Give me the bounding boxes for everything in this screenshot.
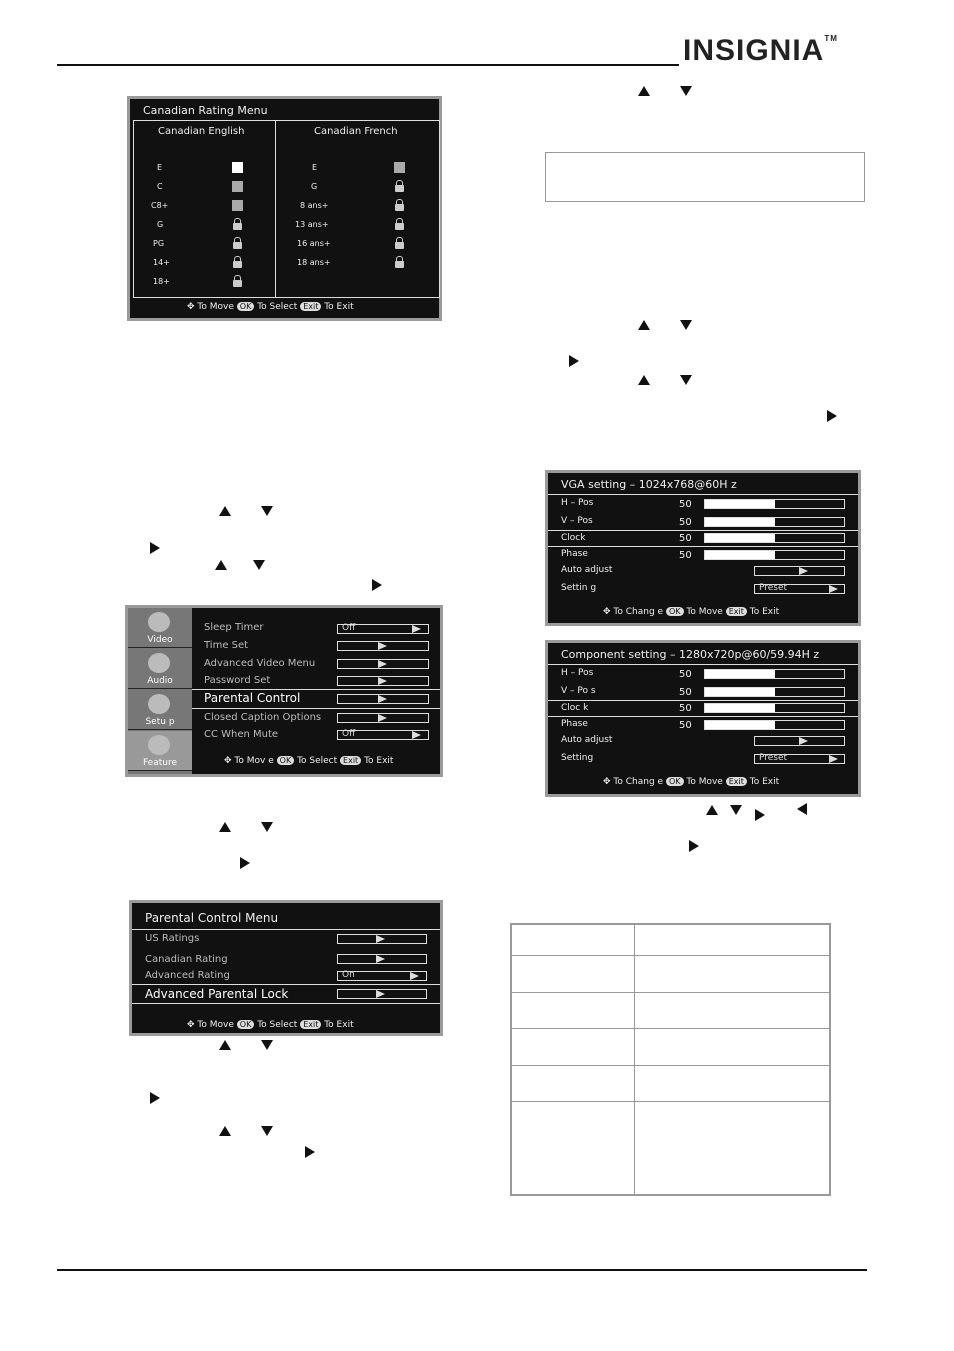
v-pos-slider[interactable] <box>704 687 845 697</box>
nav-hint: ✥ To Mov e OK To Select Exit To Exit <box>224 756 394 766</box>
rating-fr-g: G <box>311 182 318 191</box>
table-cell <box>635 992 831 1028</box>
preset-select[interactable]: Preset <box>754 754 845 764</box>
setting-label: Setting <box>561 753 594 763</box>
tab-feature[interactable]: Feature <box>128 731 192 771</box>
video-icon <box>148 612 170 632</box>
v-pos-label: V – Po s <box>561 686 596 696</box>
menu-title: Component setting – 1280x720p@60/59.94H z <box>561 648 820 661</box>
left-arrow-icon <box>797 803 807 815</box>
down-arrow-icon <box>730 805 742 815</box>
menu-item-parental-control[interactable]: Parental Control <box>204 691 301 705</box>
auto-adjust-button[interactable] <box>754 736 845 746</box>
menu-title: VGA setting – 1024x768@60H z <box>561 478 737 491</box>
right-arrow-icon <box>755 809 765 821</box>
lock-icon[interactable] <box>395 204 404 211</box>
move-icon: ✥ <box>603 607 611 617</box>
canadian-rating-menu <box>127 96 442 321</box>
table-cell <box>635 924 831 955</box>
footer-rule <box>57 1269 867 1271</box>
clock-value: 50 <box>679 533 692 544</box>
table-cell <box>511 955 635 992</box>
rating-fr-e: E <box>312 163 318 172</box>
table-cell <box>511 1028 635 1065</box>
h-pos-label: H – Pos <box>561 668 594 678</box>
lock-icon[interactable] <box>233 261 242 268</box>
closed-caption-value[interactable] <box>337 713 429 723</box>
v-pos-label: V – Pos <box>561 516 593 526</box>
up-arrow-icon <box>219 1040 231 1050</box>
down-arrow-icon <box>680 320 692 330</box>
phase-label: Phase <box>561 719 588 729</box>
right-arrow-icon <box>689 840 699 852</box>
lock-icon[interactable] <box>395 223 404 230</box>
auto-adjust-label: Auto adjust <box>561 735 613 745</box>
move-icon: ✥ <box>224 756 232 766</box>
menu-item-sleep-timer[interactable]: Sleep Timer <box>204 622 264 633</box>
menu-item-time-set[interactable]: Time Set <box>204 640 249 651</box>
setup-menu <box>125 605 443 777</box>
move-icon: ✥ <box>187 302 195 312</box>
v-pos-slider[interactable] <box>704 517 845 527</box>
canadian-rating-value[interactable] <box>337 954 427 964</box>
rating-pg: PG <box>153 239 165 248</box>
clock-label: Clock <box>561 533 586 543</box>
col-english: Canadian English <box>158 126 245 137</box>
h-pos-value: 50 <box>679 669 692 680</box>
up-arrow-icon <box>638 320 650 330</box>
menu-title: Canadian Rating Menu <box>143 104 268 117</box>
auto-adjust-button[interactable] <box>754 566 845 576</box>
v-pos-value: 50 <box>679 687 692 698</box>
h-pos-label: H – Pos <box>561 498 594 508</box>
h-pos-slider[interactable] <box>704 499 845 509</box>
down-arrow-icon <box>261 1126 273 1136</box>
right-arrow-icon <box>827 410 837 422</box>
setup-icon <box>148 694 170 714</box>
table-cell <box>511 924 635 955</box>
cc-when-mute-value[interactable]: Off <box>337 730 429 740</box>
advanced-video-value[interactable] <box>337 659 429 669</box>
right-arrow-icon <box>305 1146 315 1158</box>
preset-select[interactable]: Preset <box>754 584 845 594</box>
down-arrow-icon <box>261 506 273 516</box>
insignia-logo: INSIGNIA™ <box>683 34 838 67</box>
header-rule <box>57 64 679 66</box>
menu-item-us-ratings[interactable]: US Ratings <box>145 933 200 944</box>
nav-hint: ✥ To Move OK To Select Exit To Exit <box>187 1020 354 1030</box>
checkbox-c8[interactable] <box>232 200 243 211</box>
up-arrow-icon <box>215 560 227 570</box>
lock-icon[interactable] <box>395 242 404 249</box>
clock-slider[interactable] <box>704 533 845 543</box>
tab-audio[interactable]: Audio <box>128 649 192 689</box>
vga-setting-menu <box>545 470 861 626</box>
lock-icon[interactable] <box>395 185 404 192</box>
right-arrow-icon <box>240 857 250 869</box>
nav-hint: ✥ To Chang e OK To Move Exit To Exit <box>603 777 780 787</box>
settings-table <box>510 923 831 1196</box>
table-cell <box>511 1065 635 1101</box>
menu-item-advanced-parental-lock[interactable]: Advanced Parental Lock <box>145 987 289 1001</box>
phase-value: 50 <box>679 550 692 561</box>
rating-c: C <box>157 182 163 191</box>
up-arrow-icon <box>219 822 231 832</box>
sleep-timer-value[interactable]: Off <box>337 624 429 634</box>
clock-value: 50 <box>679 703 692 714</box>
time-set-value[interactable] <box>337 641 429 651</box>
phase-value: 50 <box>679 720 692 731</box>
up-arrow-icon <box>638 86 650 96</box>
table-cell <box>635 955 831 992</box>
right-arrow-icon <box>372 579 382 591</box>
rating-c8: C8+ <box>151 201 169 210</box>
up-arrow-icon <box>219 1126 231 1136</box>
nav-hint: ✥ To Move OK To Select Exit To Exit <box>187 302 354 312</box>
up-arrow-icon <box>706 805 718 815</box>
down-arrow-icon <box>253 560 265 570</box>
down-arrow-icon <box>680 375 692 385</box>
right-arrow-icon <box>150 1092 160 1104</box>
table-cell <box>511 992 635 1028</box>
us-ratings-value[interactable] <box>337 934 427 944</box>
rating-18: 18+ <box>153 277 170 286</box>
component-setting-menu <box>545 640 861 797</box>
clock-slider[interactable] <box>704 703 845 713</box>
table-cell <box>635 1101 831 1195</box>
menu-frame <box>133 120 440 298</box>
checkbox-e[interactable] <box>232 162 243 173</box>
menu-item-cc-when-mute[interactable]: CC When Mute <box>204 729 279 740</box>
parental-control-value[interactable] <box>337 694 429 704</box>
right-arrow-icon <box>569 355 579 367</box>
advanced-rating-value[interactable]: On <box>337 971 427 981</box>
lock-icon[interactable] <box>233 242 242 249</box>
phase-slider[interactable] <box>704 550 845 560</box>
up-arrow-icon <box>219 506 231 516</box>
checkbox-c[interactable] <box>232 181 243 192</box>
rating-14: 14+ <box>153 258 170 267</box>
rating-fr-18: 18 ans+ <box>297 258 331 267</box>
rating-e: E <box>157 163 163 172</box>
note-box <box>545 152 865 202</box>
up-arrow-icon <box>638 375 650 385</box>
table-cell <box>511 1101 635 1195</box>
phase-label: Phase <box>561 549 588 559</box>
rating-fr-16: 16 ans+ <box>297 239 331 248</box>
menu-item-advanced-video[interactable]: Advanced Video Menu <box>204 658 316 669</box>
rating-fr-13: 13 ans+ <box>295 220 329 229</box>
clock-label: Cloc k <box>561 703 589 713</box>
col-french: Canadian French <box>314 126 398 137</box>
down-arrow-icon <box>680 86 692 96</box>
right-arrow-icon <box>150 542 160 554</box>
parental-control-menu <box>129 900 443 1036</box>
menu-item-closed-caption[interactable]: Closed Caption Options <box>204 712 322 723</box>
table-cell <box>635 1065 831 1101</box>
nav-hint: ✥ To Chang e OK To Move Exit To Exit <box>603 607 780 617</box>
menu-item-advanced-rating[interactable]: Advanced Rating <box>145 970 230 981</box>
password-set-value[interactable] <box>337 676 429 686</box>
h-pos-slider[interactable] <box>704 669 845 679</box>
rating-g: G <box>157 220 164 229</box>
tab-video[interactable]: Video <box>128 608 192 648</box>
lock-icon[interactable] <box>233 223 242 230</box>
menu-item-canadian-rating[interactable]: Canadian Rating <box>145 954 228 965</box>
feature-icon <box>148 735 170 755</box>
menu-item-password-set[interactable]: Password Set <box>204 675 271 686</box>
setting-label: Settin g <box>561 583 597 593</box>
move-icon: ✥ <box>603 777 611 787</box>
move-icon: ✥ <box>187 1020 195 1030</box>
tab-setup[interactable]: Setu p <box>128 690 192 730</box>
lock-icon[interactable] <box>233 280 242 287</box>
advanced-parental-lock-value[interactable] <box>337 989 427 999</box>
checkbox-fr-e[interactable] <box>394 162 405 173</box>
h-pos-value: 50 <box>679 499 692 510</box>
audio-icon <box>148 653 170 673</box>
phase-slider[interactable] <box>704 720 845 730</box>
auto-adjust-label: Auto adjust <box>561 565 613 575</box>
table-cell <box>635 1028 831 1065</box>
menu-title: Parental Control Menu <box>145 911 279 925</box>
down-arrow-icon <box>261 1040 273 1050</box>
v-pos-value: 50 <box>679 517 692 528</box>
rating-fr-8: 8 ans+ <box>300 201 329 210</box>
down-arrow-icon <box>261 822 273 832</box>
lock-icon[interactable] <box>395 261 404 268</box>
